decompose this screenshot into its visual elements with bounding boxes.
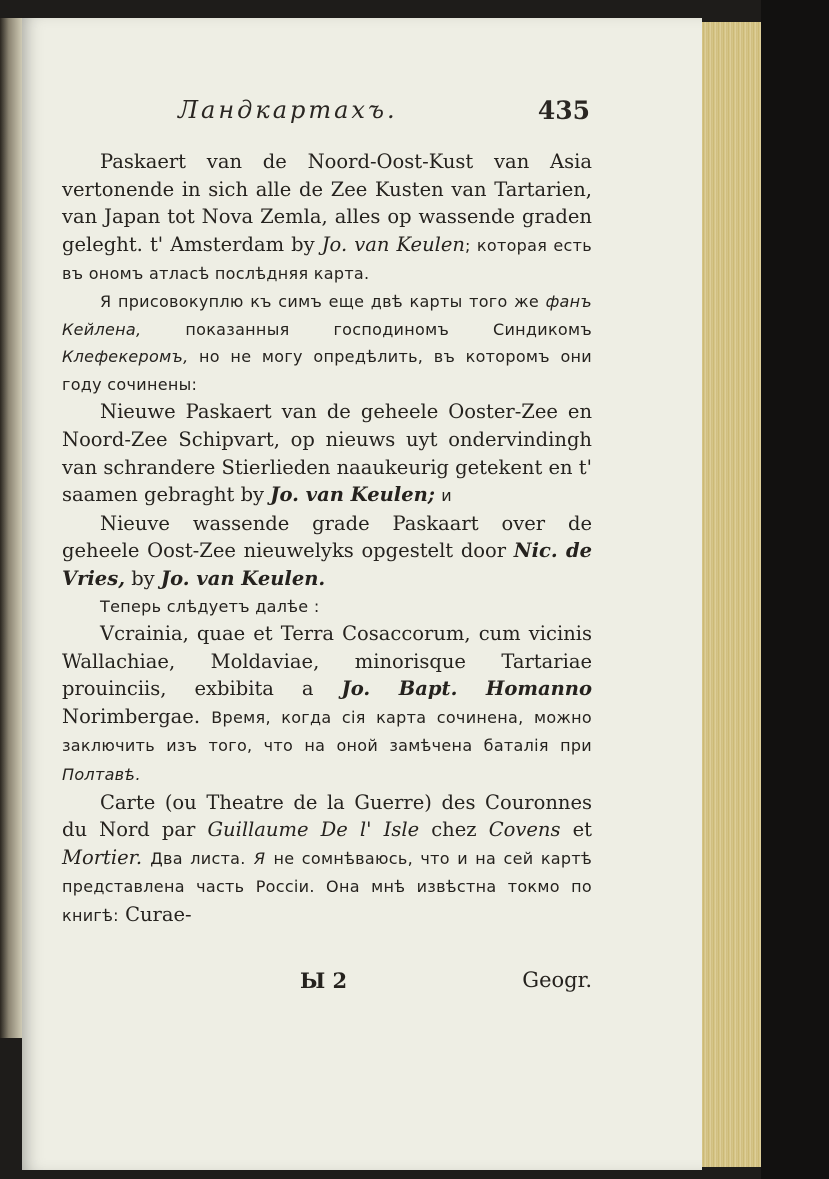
page-number: 435 <box>537 96 590 125</box>
paragraph-6: Vcrainia, quae et Terra Cosaccorum, cum vicinis Wallachiae, Moldaviae, minorisque Tartariae prouinciis, exbibita a Jo. Bapt. Homanno Norimbergae. Время, когда сія карта сочинена, можно заключить изъ того, что на оной замѣчена баталія при Полтавѣ. <box>62 622 592 785</box>
running-head <box>178 96 590 132</box>
paragraph-3: Nieuwe Paskaert van de geheele Ooster-Zee en Noord-Zee Schipvart, op nieuws uyt ondervindingh van schrandere Stierlieden naaukeurig getekent en t' saamen gebraght by Jo. van Keulen; и <box>62 400 592 507</box>
dark-margin <box>761 0 829 1179</box>
paragraph-4: Nieuve wassende grade Paskaart over de geheele Oost-Zee nieuwelyks opgestelt door Nic. de Vries, by Jo. van Keulen. <box>62 511 592 590</box>
signature-mark: Ы 2 <box>300 968 348 993</box>
catchword: Geogr. <box>522 968 592 992</box>
paragraph-2: Я присовокуплю къ симъ еще двѣ карты того же фанъ Кейлена, показанныя господиномъ Синдикомъ Клефекеромъ, но не могу опредѣлить, въ которомъ они году сочинены: <box>62 291 593 394</box>
paragraph-1: Paskaert van de Noord-Oost-Kust van Asia vertonende in sich alle de Zee Kusten van Tartarien, van Japan tot Nova Zemla, alles op wassende graden geleght. t' Amsterdam by Jo. van Keulen; которая есть въ ономъ атласѣ послѣдняя карта. <box>62 150 593 284</box>
paragraph-5: Теперь слѣдуетъ далѣе : <box>100 596 320 616</box>
facing-page-edge <box>0 18 22 1038</box>
paragraph-7: Carte (ou Theatre de la Guerre) des Couronnes du Nord par Guillaume De l' Isle chez Covens et Mortier. Два листа. Я не сомнѣваюсь, что и на сей картѣ представлена часть Россіи. Она мнѣ извѣстна токмо по книгѣ: Curae- <box>62 790 593 927</box>
page-footer <box>62 968 592 998</box>
body-text <box>62 148 592 930</box>
book-page-edges <box>695 22 763 1167</box>
running-head-title: Ландкартахъ. <box>178 96 398 124</box>
